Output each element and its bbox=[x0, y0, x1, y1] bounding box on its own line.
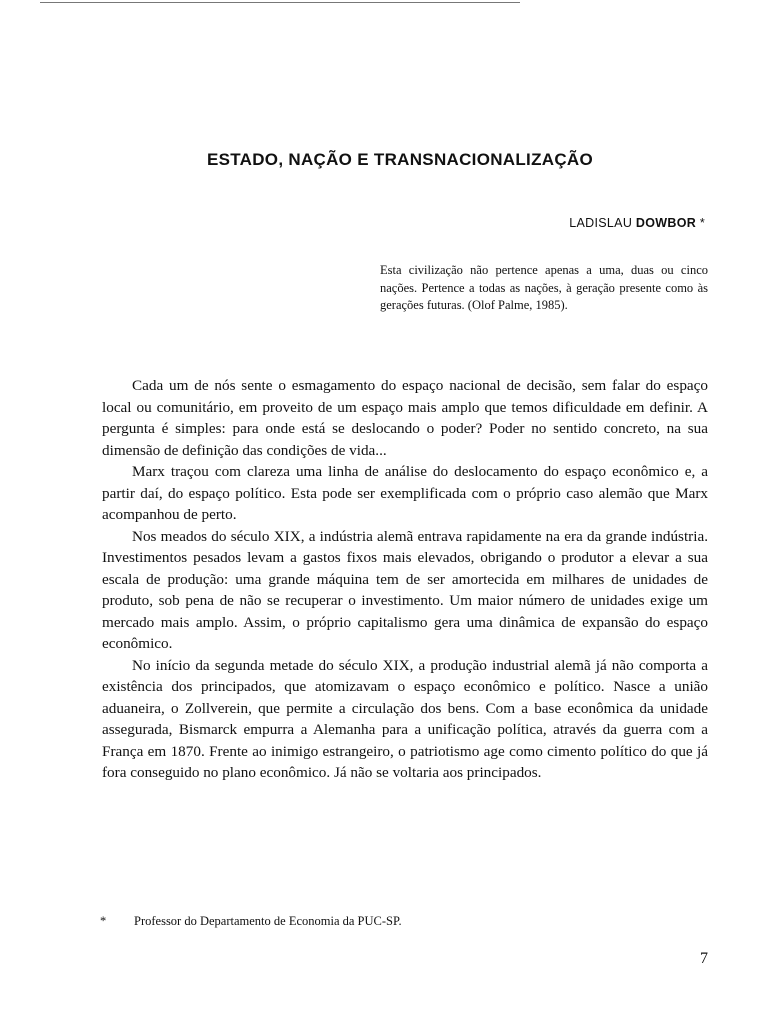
body-paragraph-2: Marx traçou com clareza uma linha de análise do deslocamento do espaço econômico e, a partir daí, do espaço político. Esta pode ser exemplificada com o próprio caso alemão que Marx acompanhou de perto. bbox=[102, 463, 708, 523]
footnote bbox=[100, 914, 700, 929]
footnote-mark: * bbox=[100, 914, 107, 928]
footnote-text: Professor do Departamento de Economia da PUC-SP. bbox=[134, 914, 402, 928]
body-paragraph-3: Nos meados do século XIX, a indústria alemã entrava rapidamente na era da grande indústria. Investimentos pesados levam a gastos fixos mais elevados, obrigando o produtor a elevar a sua escala de produção: uma grande máquina tem de ser amortecida em milhares de unidades de produto, sob pena de não se recuperar o investimento. Um maior número de unidades exige um mercado mais amplo. Assim, o próprio capitalismo gera uma dinâmica de expansão do espaço econômico. bbox=[102, 527, 708, 652]
epigraph: Esta civilização não pertence apenas a uma, duas ou cinco nações. Pertence a todas as nações, à geração presente como às gerações futuras. (Olof Palme, 1985). bbox=[380, 263, 708, 312]
body-text bbox=[102, 375, 708, 784]
author-surname: DOWBOR bbox=[635, 216, 697, 230]
author-line bbox=[569, 216, 705, 230]
author-first-name: LADISLAU bbox=[569, 216, 636, 230]
top-rule bbox=[40, 2, 520, 3]
page-number: 7 bbox=[700, 950, 708, 967]
article-title: ESTADO, NAÇÃO E TRANSNACIONALIZAÇÃO bbox=[206, 150, 594, 169]
author-footnote-mark: * bbox=[696, 216, 705, 230]
body-paragraph-4: No início da segunda metade do século XIX, a produção industrial alemã já não comporta a existência dos principados, que atomizavam o espaço econômico e político. Nasce a união aduaneira, o Zollverein, que permite a circulação dos bens. Com a base econômica da unidade assegurada, Bismarck empurra a Alemanha para a unificação política, através da guerra com a França em 1870. Frente ao inimigo estrangeiro, o patriotismo age como cimento político do que já fora conseguido no plano econômico. Já não se voltaria aos principados. bbox=[102, 656, 708, 781]
body-paragraph-1: Cada um de nós sente o esmagamento do espaço nacional de decisão, sem falar do espaço local ou comunitário, em proveito de um espaço mais amplo que temos dificuldade em definir. A pergunta é simples: para onde está se deslocando o poder? Poder no sentido concreto, na sua dimensão de definição das condições de vida... bbox=[102, 377, 708, 459]
